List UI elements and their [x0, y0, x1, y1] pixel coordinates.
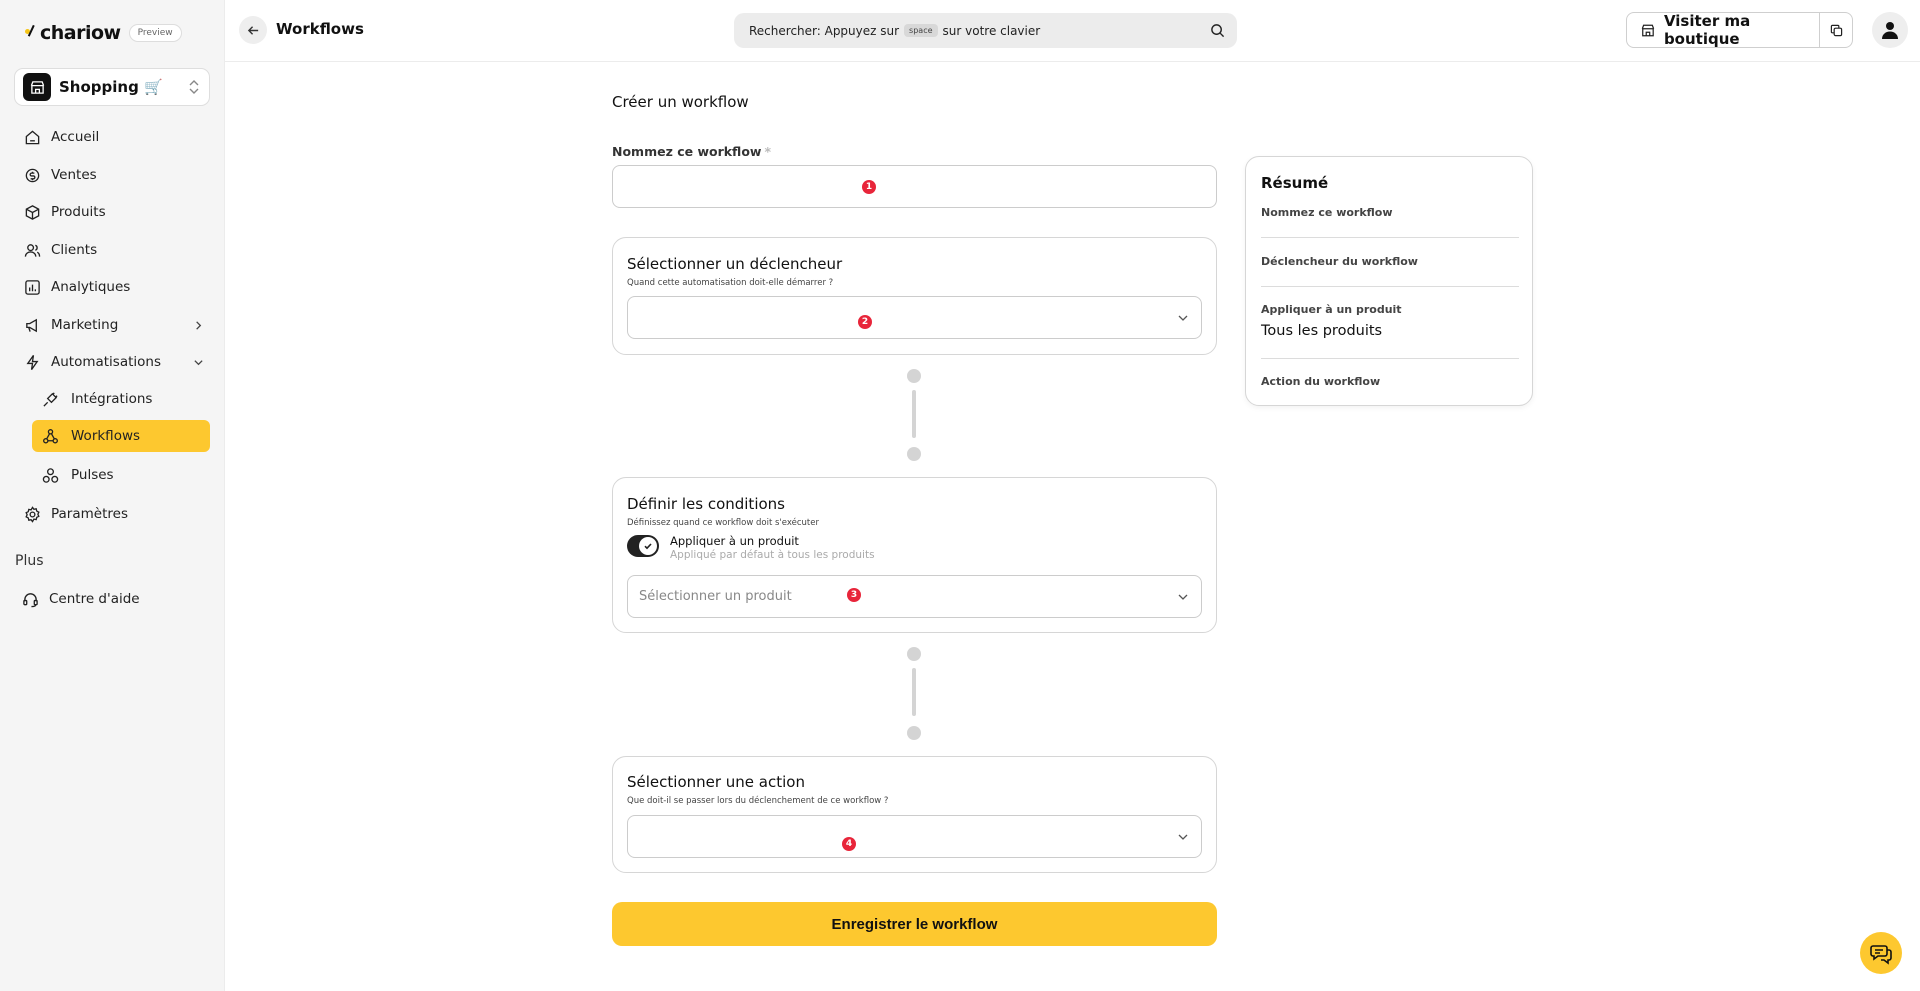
summary-product-label: Appliquer à un produit [1261, 303, 1402, 316]
store-icon [23, 73, 51, 101]
gear-icon [24, 506, 41, 523]
check-icon [643, 541, 653, 551]
sidebar-item-analytiques[interactable] [24, 276, 204, 298]
coins-icon [24, 167, 41, 184]
sidebar-item-automatisations[interactable] [24, 351, 204, 373]
form-title: Créer un workflow [612, 93, 749, 111]
chevron-down-icon [1177, 831, 1189, 843]
box-icon [24, 204, 41, 221]
summary-name-label: Nommez ce workflow [1261, 206, 1393, 219]
sidebar-item-centre-aide[interactable] [22, 588, 202, 610]
visit-shop-button[interactable] [1627, 12, 1819, 48]
connector-line [912, 668, 916, 716]
action-card [612, 756, 1217, 873]
trigger-subtitle: Quand cette automatisation doit-elle démarrer ? [627, 278, 834, 288]
sidebar-item-label: Produits [51, 204, 106, 220]
section-label-plus: Plus [15, 553, 44, 569]
sidebar-item-label: Pulses [71, 467, 114, 483]
preview-badge: Preview [129, 24, 182, 42]
divider [1261, 286, 1519, 287]
workflow-name-label [612, 144, 771, 159]
action-select[interactable] [627, 815, 1202, 858]
brand [25, 22, 182, 44]
connector-dot [907, 369, 921, 383]
workflow-name-label-text: Nommez ce workflow [612, 144, 762, 159]
users-icon [24, 242, 41, 259]
chevron-right-icon [193, 320, 204, 331]
workflow-name-input[interactable] [612, 165, 1217, 208]
sidebar-item-label: Accueil [51, 129, 100, 145]
brand-name: chariow [40, 22, 121, 44]
sidebar-item-clients[interactable] [24, 239, 204, 261]
chevron-up-down-icon [187, 79, 201, 95]
divider [1261, 237, 1519, 238]
chat-icon [1869, 941, 1893, 965]
chevron-down-icon [193, 357, 204, 368]
sidebar-item-label: Analytiques [51, 279, 131, 295]
trigger-title: Sélectionner un déclencheur [627, 255, 843, 273]
shop-switcher[interactable] [14, 68, 210, 106]
chevron-down-icon [1177, 591, 1189, 603]
sidebar-item-label: Automatisations [51, 354, 162, 370]
support-chat-button[interactable] [1860, 932, 1902, 974]
step-connector [907, 647, 921, 743]
headset-icon [22, 591, 39, 608]
required-asterisk: * [764, 144, 772, 159]
apply-product-toggle[interactable] [627, 535, 659, 557]
visit-shop-button-group [1626, 12, 1853, 48]
back-button[interactable] [239, 16, 267, 44]
action-subtitle: Que doit-il se passer lors du déclenchement de ce workflow ? [627, 796, 889, 806]
action-title: Sélectionner une action [627, 773, 805, 791]
connector-dot [907, 726, 921, 740]
chevron-down-icon [1177, 312, 1189, 324]
connector-line [912, 390, 916, 438]
shop-name: Shopping 🛒 [59, 78, 163, 96]
marker-2: 2 [858, 315, 872, 329]
store-icon [1641, 23, 1655, 38]
sidebar-item-label: Clients [51, 242, 98, 258]
sidebar-item-label: Centre d'aide [49, 591, 140, 607]
connector-dot [907, 647, 921, 661]
search-shortcut-key: space [904, 24, 937, 37]
summary-panel [1245, 156, 1533, 406]
sidebar-item-label: Intégrations [71, 391, 153, 407]
search-suffix: sur votre clavier [942, 23, 1041, 38]
copy-icon [1830, 24, 1843, 37]
product-select-placeholder: Sélectionner un produit [639, 589, 792, 604]
marker-4: 4 [842, 837, 856, 851]
sidebar-item-accueil[interactable] [24, 126, 204, 148]
divider [1261, 358, 1519, 359]
chart-icon [24, 279, 41, 296]
search-icon [1210, 23, 1225, 38]
plug-icon [42, 391, 59, 408]
marker-3: 3 [847, 588, 861, 602]
sidebar-item-produits[interactable] [24, 201, 204, 223]
sidebar-item-label: Ventes [51, 167, 97, 183]
trigger-select[interactable] [627, 296, 1202, 339]
sidebar-item-integrations[interactable] [32, 383, 210, 415]
sidebar-item-label: Workflows [71, 428, 141, 444]
topbar [225, 0, 1920, 62]
save-workflow-button[interactable]: Enregistrer le workflow [612, 902, 1217, 946]
sidebar-item-pulses[interactable] [32, 459, 210, 491]
search-bar[interactable] [734, 13, 1237, 48]
conditions-subtitle: Définissez quand ce workflow doit s'exécuter [627, 518, 819, 528]
pulse-icon [42, 467, 59, 484]
chariow-logo-icon [25, 26, 37, 40]
search-prefix: Rechercher: Appuyez sur [749, 23, 900, 38]
apply-product-hint: Appliqué par défaut à tous les produits [670, 549, 875, 561]
avatar[interactable] [1872, 12, 1908, 48]
connector-dot [907, 447, 921, 461]
home-icon [24, 129, 41, 146]
sidebar-item-label: Marketing [51, 317, 119, 333]
sidebar-item-marketing[interactable] [24, 314, 204, 336]
workflow-icon [42, 428, 59, 445]
sidebar-item-workflows[interactable] [32, 420, 210, 452]
sidebar-item-ventes[interactable] [24, 164, 204, 186]
marker-1: 1 [862, 180, 876, 194]
arrow-left-icon [247, 24, 260, 37]
conditions-card [612, 477, 1217, 633]
copy-shop-link-button[interactable] [1819, 13, 1852, 47]
apply-product-label: Appliquer à un produit [670, 534, 799, 548]
sidebar-item-parametres[interactable] [24, 503, 204, 525]
summary-title: Résumé [1261, 174, 1329, 192]
summary-product-value: Tous les produits [1261, 323, 1383, 339]
sidebar [0, 0, 225, 991]
summary-action-label: Action du workflow [1261, 375, 1381, 388]
conditions-title: Définir les conditions [627, 495, 785, 513]
page-title: Workflows [276, 20, 364, 38]
visit-shop-label: Visiter ma boutique [1663, 12, 1751, 48]
product-select[interactable] [627, 575, 1202, 618]
step-connector [907, 369, 921, 465]
user-icon [1880, 20, 1900, 40]
megaphone-icon [24, 317, 41, 334]
trigger-card [612, 237, 1217, 355]
summary-trigger-label: Déclencheur du workflow [1261, 255, 1418, 268]
sidebar-item-label: Paramètres [51, 506, 128, 522]
brand-logo[interactable] [25, 22, 121, 44]
bolt-icon [24, 354, 41, 371]
